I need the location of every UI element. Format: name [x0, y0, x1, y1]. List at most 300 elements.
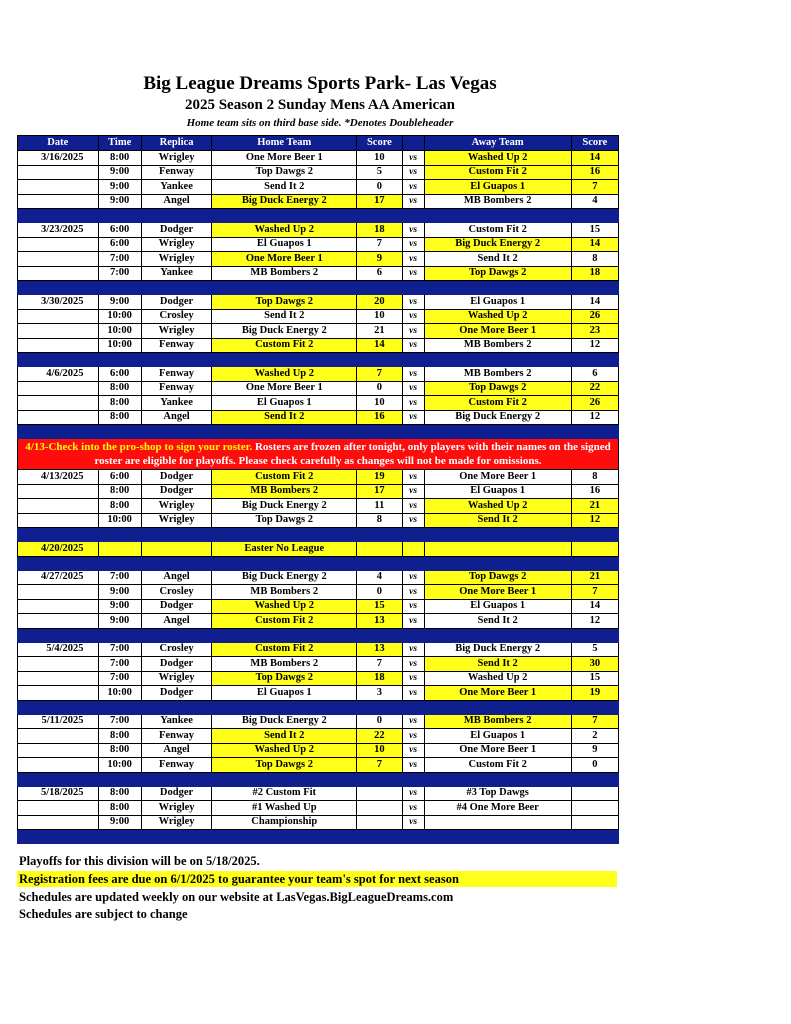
away-score-cell: 16 [571, 165, 618, 180]
vs-cell: vs [402, 165, 424, 180]
replica-cell: Angel [141, 570, 211, 585]
replica-cell: Crosley [141, 585, 211, 600]
home-score-cell [357, 542, 402, 557]
away-score-cell: 14 [571, 237, 618, 252]
time-cell: 9:00 [98, 815, 141, 830]
away-score-cell: 2 [571, 729, 618, 744]
away-score-cell: 21 [571, 570, 618, 585]
home-team-cell: Custom Fit 2 [212, 614, 357, 629]
home-score-cell: 10 [357, 309, 402, 324]
home-score-cell: 20 [357, 295, 402, 310]
separator-cell [18, 700, 619, 714]
away-score-cell: 12 [571, 410, 618, 425]
replica-cell: Wrigley [141, 151, 211, 166]
vs-cell: vs [402, 570, 424, 585]
away-team-cell: Send It 2 [424, 513, 571, 528]
separator-row [18, 628, 619, 642]
home-team-cell: Custom Fit 2 [212, 470, 357, 485]
date-cell [18, 252, 99, 267]
home-team-cell: El Guapos 1 [212, 686, 357, 701]
home-score-cell: 7 [357, 657, 402, 672]
away-score-cell [571, 815, 618, 830]
time-cell: 8:00 [98, 499, 141, 514]
date-cell [18, 396, 99, 411]
replica-cell: Dodger [141, 484, 211, 499]
home-team-cell: Washed Up 2 [212, 743, 357, 758]
home-team-cell: Top Dawgs 2 [212, 513, 357, 528]
home-score-cell: 10 [357, 743, 402, 758]
home-score-cell: 9 [357, 252, 402, 267]
time-cell: 7:00 [98, 642, 141, 657]
replica-cell: Yankee [141, 266, 211, 281]
away-team-cell [424, 815, 571, 830]
replica-cell: Dodger [141, 686, 211, 701]
vs-cell: vs [402, 642, 424, 657]
home-score-cell: 11 [357, 499, 402, 514]
time-cell: 7:00 [98, 671, 141, 686]
col-away-team-header: Away Team [424, 136, 571, 151]
home-score-cell: 21 [357, 324, 402, 339]
date-cell [18, 484, 99, 499]
vs-cell: vs [402, 223, 424, 238]
home-score-cell: 17 [357, 484, 402, 499]
date-cell [18, 686, 99, 701]
home-score-cell [357, 786, 402, 801]
away-team-cell: Custom Fit 2 [424, 223, 571, 238]
vs-cell: vs [402, 237, 424, 252]
game-row [18, 786, 619, 801]
vs-cell: vs [402, 410, 424, 425]
header-row [18, 136, 619, 151]
separator-row [18, 556, 619, 570]
replica-cell [141, 542, 211, 557]
date-cell [18, 165, 99, 180]
game-row [18, 470, 619, 485]
replica-cell: Angel [141, 614, 211, 629]
home-score-cell: 0 [357, 381, 402, 396]
replica-cell: Dodger [141, 599, 211, 614]
vs-cell: vs [402, 295, 424, 310]
date-cell [18, 729, 99, 744]
away-team-cell: Big Duck Energy 2 [424, 237, 571, 252]
date-cell [18, 585, 99, 600]
date-cell [18, 324, 99, 339]
replica-cell: Fenway [141, 758, 211, 773]
away-score-cell: 7 [571, 714, 618, 729]
away-score-cell: 12 [571, 338, 618, 353]
replica-cell: Wrigley [141, 252, 211, 267]
vs-cell: vs [402, 484, 424, 499]
game-row [18, 165, 619, 180]
vs-cell: vs [402, 194, 424, 209]
replica-cell: Angel [141, 410, 211, 425]
separator-row [18, 700, 619, 714]
col-home-team-header: Home Team [212, 136, 357, 151]
home-score-cell: 18 [357, 223, 402, 238]
time-cell: 9:00 [98, 295, 141, 310]
vs-cell: vs [402, 714, 424, 729]
time-cell: 9:00 [98, 614, 141, 629]
replica-cell: Crosley [141, 309, 211, 324]
separator-cell [18, 830, 619, 844]
vs-cell: vs [402, 309, 424, 324]
footer-website: Schedules are updated weekly on our website at LasVegas.BigLeagueDreams.com [19, 890, 454, 904]
separator-cell [18, 425, 619, 439]
replica-cell: Dodger [141, 223, 211, 238]
home-team-cell: MB Bombers 2 [212, 266, 357, 281]
away-team-cell: Washed Up 2 [424, 671, 571, 686]
away-team-cell: El Guapos 1 [424, 484, 571, 499]
time-cell: 6:00 [98, 470, 141, 485]
time-cell: 10:00 [98, 338, 141, 353]
time-cell: 6:00 [98, 223, 141, 238]
separator-cell [18, 353, 619, 367]
roster-notice-lead: 4/13-Check into the pro-shop to sign your roster. [25, 441, 253, 453]
home-score-cell: 16 [357, 410, 402, 425]
date-cell [18, 194, 99, 209]
replica-cell: Fenway [141, 381, 211, 396]
col-vs-header [402, 136, 424, 151]
home-score-cell: 8 [357, 513, 402, 528]
date-cell [18, 338, 99, 353]
game-row [18, 657, 619, 672]
date-cell [18, 237, 99, 252]
vs-cell: vs [402, 599, 424, 614]
replica-cell: Angel [141, 743, 211, 758]
time-cell: 8:00 [98, 484, 141, 499]
holiday-label: Easter No League [212, 542, 357, 557]
game-row [18, 570, 619, 585]
date-cell: 3/16/2025 [18, 151, 99, 166]
replica-cell: Dodger [141, 786, 211, 801]
date-cell [18, 657, 99, 672]
home-score-cell: 5 [357, 165, 402, 180]
vs-cell: vs [402, 585, 424, 600]
away-score-cell: 18 [571, 266, 618, 281]
home-score-cell: 0 [357, 585, 402, 600]
time-cell: 7:00 [98, 252, 141, 267]
separator-cell [18, 628, 619, 642]
home-score-cell: 22 [357, 729, 402, 744]
home-team-cell: Big Duck Energy 2 [212, 714, 357, 729]
home-team-cell: Send It 2 [212, 729, 357, 744]
time-cell: 8:00 [98, 410, 141, 425]
game-row [18, 338, 619, 353]
time-cell: 8:00 [98, 729, 141, 744]
replica-cell: Yankee [141, 180, 211, 195]
vs-cell [402, 542, 424, 557]
home-team-cell: Big Duck Energy 2 [212, 194, 357, 209]
away-score-cell: 19 [571, 686, 618, 701]
home-team-cell: Washed Up 2 [212, 599, 357, 614]
time-cell: 8:00 [98, 151, 141, 166]
game-row [18, 295, 619, 310]
away-score-cell [571, 801, 618, 816]
home-team-cell: Big Duck Energy 2 [212, 499, 357, 514]
away-score-cell: 14 [571, 295, 618, 310]
time-cell: 9:00 [98, 599, 141, 614]
home-score-cell: 18 [357, 671, 402, 686]
away-team-cell: Big Duck Energy 2 [424, 642, 571, 657]
away-team-cell: Send It 2 [424, 614, 571, 629]
away-team-cell: Big Duck Energy 2 [424, 410, 571, 425]
home-team-cell: Big Duck Energy 2 [212, 570, 357, 585]
home-team-note: Home team sits on third base side. *Denotes Doubleheader [186, 117, 454, 129]
away-score-cell: 0 [571, 758, 618, 773]
away-score-cell: 30 [571, 657, 618, 672]
col-home-score-header: Score [357, 136, 402, 151]
vs-cell: vs [402, 470, 424, 485]
away-team-cell: Washed Up 2 [424, 309, 571, 324]
date-cell [18, 309, 99, 324]
home-score-cell: 19 [357, 470, 402, 485]
time-cell: 10:00 [98, 758, 141, 773]
time-cell: 7:00 [98, 570, 141, 585]
date-cell: 3/23/2025 [18, 223, 99, 238]
separator-cell [18, 528, 619, 542]
vs-cell: vs [402, 381, 424, 396]
home-team-cell: Washed Up 2 [212, 223, 357, 238]
away-team-cell: One More Beer 1 [424, 686, 571, 701]
date-cell [18, 743, 99, 758]
away-team-cell: Top Dawgs 2 [424, 381, 571, 396]
game-row [18, 513, 619, 528]
home-team-cell: MB Bombers 2 [212, 585, 357, 600]
vs-cell: vs [402, 266, 424, 281]
date-cell [18, 180, 99, 195]
time-cell: 8:00 [98, 743, 141, 758]
replica-cell: Wrigley [141, 671, 211, 686]
away-score-cell: 9 [571, 743, 618, 758]
date-cell [18, 758, 99, 773]
home-team-cell: One More Beer 1 [212, 381, 357, 396]
away-team-cell: MB Bombers 2 [424, 714, 571, 729]
vs-cell: vs [402, 815, 424, 830]
away-team-cell: Top Dawgs 2 [424, 266, 571, 281]
away-team-cell: MB Bombers 2 [424, 194, 571, 209]
home-score-cell [357, 815, 402, 830]
replica-cell: Yankee [141, 396, 211, 411]
away-team-cell [424, 542, 571, 557]
replica-cell: Angel [141, 194, 211, 209]
replica-cell: Wrigley [141, 513, 211, 528]
home-team-cell: One More Beer 1 [212, 151, 357, 166]
home-score-cell: 13 [357, 614, 402, 629]
home-score-cell: 7 [357, 367, 402, 382]
date-cell: 5/11/2025 [18, 714, 99, 729]
away-team-cell: #4 One More Beer [424, 801, 571, 816]
away-score-cell: 5 [571, 642, 618, 657]
home-team-cell: El Guapos 1 [212, 396, 357, 411]
away-score-cell: 7 [571, 180, 618, 195]
date-cell: 4/27/2025 [18, 570, 99, 585]
schedule-body [18, 151, 619, 844]
game-row [18, 801, 619, 816]
game-row [18, 237, 619, 252]
date-cell: 5/4/2025 [18, 642, 99, 657]
vs-cell: vs [402, 367, 424, 382]
replica-cell: Fenway [141, 165, 211, 180]
away-team-cell: #3 Top Dawgs [424, 786, 571, 801]
time-cell: 6:00 [98, 237, 141, 252]
game-row [18, 367, 619, 382]
replica-cell: Crosley [141, 642, 211, 657]
separator-row [18, 281, 619, 295]
game-row [18, 194, 619, 209]
separator-cell [18, 281, 619, 295]
date-cell: 4/13/2025 [18, 470, 99, 485]
away-score-cell: 6 [571, 367, 618, 382]
home-score-cell: 0 [357, 714, 402, 729]
away-team-cell: Custom Fit 2 [424, 396, 571, 411]
vs-cell: vs [402, 657, 424, 672]
game-row [18, 686, 619, 701]
away-score-cell: 26 [571, 396, 618, 411]
home-team-cell: Championship [212, 815, 357, 830]
date-cell [18, 671, 99, 686]
page-subtitle: 2025 Season 2 Sunday Mens AA American [184, 97, 456, 113]
away-score-cell: 15 [571, 671, 618, 686]
time-cell: 10:00 [98, 324, 141, 339]
home-team-cell: Washed Up 2 [212, 367, 357, 382]
date-cell [18, 410, 99, 425]
game-row [18, 671, 619, 686]
time-cell: 8:00 [98, 396, 141, 411]
home-team-cell: #1 Washed Up [212, 801, 357, 816]
away-score-cell: 15 [571, 223, 618, 238]
away-score-cell [571, 786, 618, 801]
roster-notice-row [18, 439, 619, 470]
roster-notice [18, 439, 619, 470]
date-cell [18, 381, 99, 396]
date-cell [18, 513, 99, 528]
home-team-cell: Custom Fit 2 [212, 338, 357, 353]
away-team-cell: Washed Up 2 [424, 499, 571, 514]
game-row [18, 743, 619, 758]
home-team-cell: Top Dawgs 2 [212, 295, 357, 310]
time-cell: 10:00 [98, 686, 141, 701]
time-cell: 9:00 [98, 194, 141, 209]
replica-cell: Dodger [141, 470, 211, 485]
game-row [18, 309, 619, 324]
away-team-cell: Send It 2 [424, 252, 571, 267]
away-team-cell: El Guapos 1 [424, 599, 571, 614]
home-team-cell: Send It 2 [212, 309, 357, 324]
away-score-cell: 16 [571, 484, 618, 499]
home-team-cell: Top Dawgs 2 [212, 671, 357, 686]
away-team-cell: One More Beer 1 [424, 585, 571, 600]
away-team-cell: Washed Up 2 [424, 151, 571, 166]
vs-cell: vs [402, 252, 424, 267]
away-score-cell [571, 542, 618, 557]
time-cell: 9:00 [98, 585, 141, 600]
home-score-cell: 13 [357, 642, 402, 657]
away-team-cell: El Guapos 1 [424, 295, 571, 310]
replica-cell: Fenway [141, 729, 211, 744]
away-team-cell: MB Bombers 2 [424, 367, 571, 382]
away-score-cell: 23 [571, 324, 618, 339]
time-cell: 8:00 [98, 801, 141, 816]
home-score-cell: 3 [357, 686, 402, 701]
away-team-cell: Custom Fit 2 [424, 165, 571, 180]
col-replica-header: Replica [141, 136, 211, 151]
game-row [18, 410, 619, 425]
game-row [18, 252, 619, 267]
game-row [18, 714, 619, 729]
time-cell: 10:00 [98, 513, 141, 528]
col-time-header: Time [98, 136, 141, 151]
vs-cell: vs [402, 686, 424, 701]
holiday-row [18, 542, 619, 557]
home-score-cell: 7 [357, 237, 402, 252]
page-title: Big League Dreams Sports Park- Las Vegas [143, 73, 497, 94]
separator-row [18, 830, 619, 844]
date-cell [18, 614, 99, 629]
game-row [18, 758, 619, 773]
game-row [18, 484, 619, 499]
away-team-cell: One More Beer 1 [424, 470, 571, 485]
away-team-cell: One More Beer 1 [424, 324, 571, 339]
date-cell [18, 599, 99, 614]
replica-cell: Fenway [141, 367, 211, 382]
time-cell: 10:00 [98, 309, 141, 324]
vs-cell: vs [402, 513, 424, 528]
vs-cell: vs [402, 151, 424, 166]
home-score-cell: 0 [357, 180, 402, 195]
home-team-cell: One More Beer 1 [212, 252, 357, 267]
home-score-cell: 6 [357, 266, 402, 281]
separator-cell [18, 556, 619, 570]
game-row [18, 180, 619, 195]
game-row [18, 223, 619, 238]
time-cell: 7:00 [98, 657, 141, 672]
time-cell: 8:00 [98, 381, 141, 396]
home-team-cell: Send It 2 [212, 410, 357, 425]
home-score-cell: 7 [357, 758, 402, 773]
footer-subject: Schedules are subject to change [19, 907, 188, 921]
home-team-cell: Custom Fit 2 [212, 642, 357, 657]
game-row [18, 266, 619, 281]
footer-registration: Registration fees are due on 6/1/2025 to guarantee your team's spot for next season [17, 871, 617, 887]
date-cell [18, 801, 99, 816]
time-cell: 6:00 [98, 367, 141, 382]
vs-cell: vs [402, 786, 424, 801]
date-cell [18, 815, 99, 830]
away-score-cell: 21 [571, 499, 618, 514]
away-team-cell: One More Beer 1 [424, 743, 571, 758]
away-team-cell: Top Dawgs 2 [424, 570, 571, 585]
home-score-cell: 4 [357, 570, 402, 585]
footer-playoffs: Playoffs for this division will be on 5/18/2025. [19, 854, 260, 868]
away-score-cell: 12 [571, 513, 618, 528]
away-score-cell: 14 [571, 599, 618, 614]
replica-cell: Fenway [141, 338, 211, 353]
col-away-score-header: Score [571, 136, 618, 151]
time-cell: 9:00 [98, 165, 141, 180]
separator-row [18, 209, 619, 223]
separator-row [18, 425, 619, 439]
away-score-cell: 26 [571, 309, 618, 324]
game-row [18, 324, 619, 339]
away-score-cell: 7 [571, 585, 618, 600]
separator-cell [18, 772, 619, 786]
vs-cell: vs [402, 396, 424, 411]
vs-cell: vs [402, 324, 424, 339]
time-cell: 7:00 [98, 714, 141, 729]
separator-row [18, 353, 619, 367]
vs-cell: vs [402, 614, 424, 629]
separator-row [18, 772, 619, 786]
